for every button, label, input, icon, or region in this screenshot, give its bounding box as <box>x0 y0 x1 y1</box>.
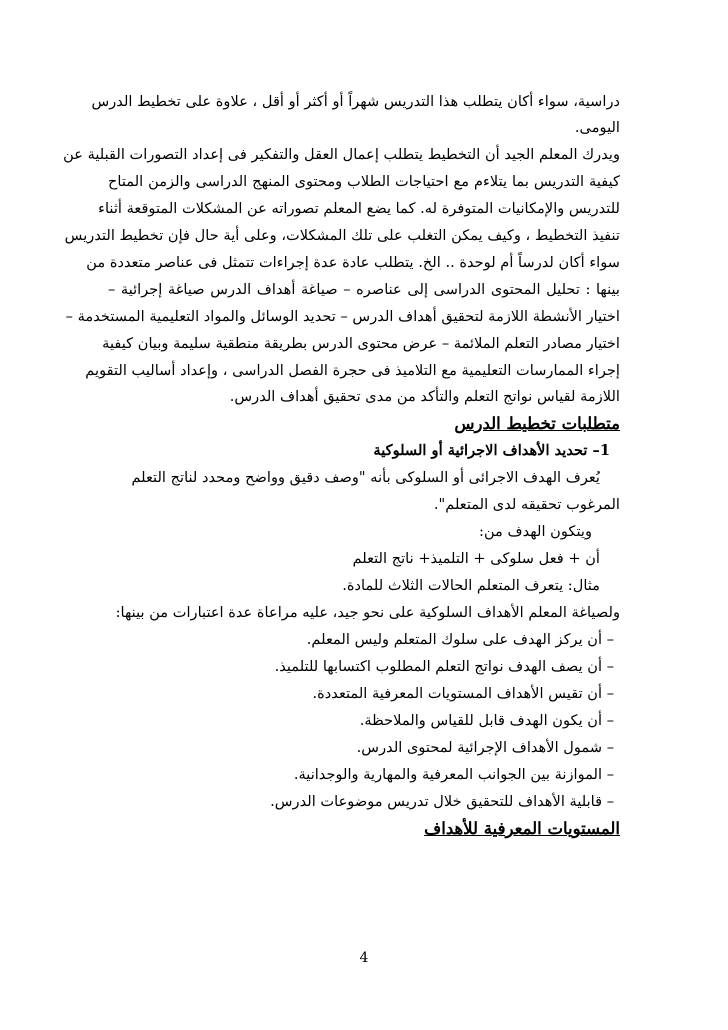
consideration-item: – شمول الأهداف الإجرائية لمحتوى الدرس. <box>356 739 614 756</box>
teacher-awareness-line-7: اختيار الأنشطة اللازمة لتحقيق أهداف الدرس – تحديد الوسائل والمواد التعليمية المستخدمة – <box>65 308 620 325</box>
objective-components-intro: ويتكون الهدف من: <box>479 523 592 540</box>
definition-line-2: المرغوب تحقيقه لدى المتعلم". <box>433 496 620 513</box>
teacher-awareness-line-6: بينها : تحليل المحتوى الدراسى إلى عناصره – صياغة أهداف الدرس صياغة إجرائية – <box>108 281 620 298</box>
teacher-awareness-line-5: سواء أكان لدرساً أم لوحدة .. الخ. يتطلب عادة عدة إجراءات تتمثل فى عناصر متعددة من <box>86 254 620 271</box>
intro-line-1: دراسية، سواء أكان يتطلب هذا التدريس شهراً أو أكثر أو أقل ، علاوة على تخطيط الدرس <box>91 93 620 110</box>
page-number: 4 <box>359 950 369 966</box>
objective-example: مثال: يتعرف المتعلم الحالات الثلاث للمادة. <box>342 577 600 594</box>
consideration-item: – قابلية الأهداف للتحقيق خلال تدريس موضوعات الدرس. <box>270 793 614 810</box>
teacher-awareness-line-1: ويدرك المعلم الجيد أن التخطيط يتطلب إعمال العقل والتفكير فى إعداد التصورات القبلية عن <box>63 146 620 163</box>
consideration-item: – أن تقيس الأهداف المستويات المعرفية المتعددة. <box>312 685 614 702</box>
consideration-item: – الموازنة بين الجوانب المعرفية والمهارية والوجدانية. <box>293 766 614 783</box>
teacher-awareness-line-10: اللازمة لقياس نواتج التعلم والتأكد من مدى تحقيق أهداف الدرس. <box>229 388 620 405</box>
teacher-awareness-line-3: للتدريس والإمكانيات المتوفرة له. كما يضع المعلم تصوراته عن المشكلات المتوقعة أثناء <box>98 200 620 217</box>
teacher-awareness-line-2: كيفية التدريس بما يتلاءم مع احتياجات الطلاب ومحتوى المنهج الدراسى والزمن المتاح <box>108 173 620 190</box>
consideration-item: – أن يكون الهدف قابل للقياس والملاحظة. <box>359 712 614 729</box>
section-heading-lesson-planning-requirements: متطلبات تخطيط الدرس <box>454 414 620 433</box>
teacher-awareness-line-9: إجراء الممارسات التعليمية مع التلاميذ فى حجرة الفصل الدراسى ، وإعداد أساليب التقويم <box>85 362 620 379</box>
consideration-item: – أن يركز الهدف على سلوك المتعلم وليس المعلم. <box>306 631 614 648</box>
definition-line-1: يُعرف الهدف الاجرائى أو السلوكى بأنه "وصف دقيق وواضح ومحدد لناتج التعلم <box>131 469 600 486</box>
intro-line-2: اليومى. <box>574 119 620 136</box>
teacher-awareness-line-8: اختيار مصادر التعلم الملائمة – عرض محتوى الدرس بطريقة منطقية سليمة وبيان كيفية <box>102 335 620 352</box>
objective-components-formula: أن + فعل سلوكى + التلميذ+ ناتج التعلم <box>352 550 600 567</box>
considerations-intro: ولصياغة المعلم الأهداف السلوكية على نحو جيد، عليه مراعاة عدة اعتبارات من بينها: <box>115 604 620 621</box>
teacher-awareness-line-4: تنفيذ التخطيط ، وكيف يمكن التغلب على تلك المشكلات، وعلى أية حال فإن تخطيط التدريس <box>64 227 620 244</box>
subsection-heading-behavioral-objectives: 1– تحديد الأهداف الاجرائية أو السلوكية <box>373 442 610 459</box>
consideration-item: – أن يصف الهدف نواتج التعلم المطلوب اكتسابها للتلميذ. <box>274 658 614 675</box>
section-heading-cognitive-levels: المستويات المعرفية للأهداف <box>424 819 620 838</box>
